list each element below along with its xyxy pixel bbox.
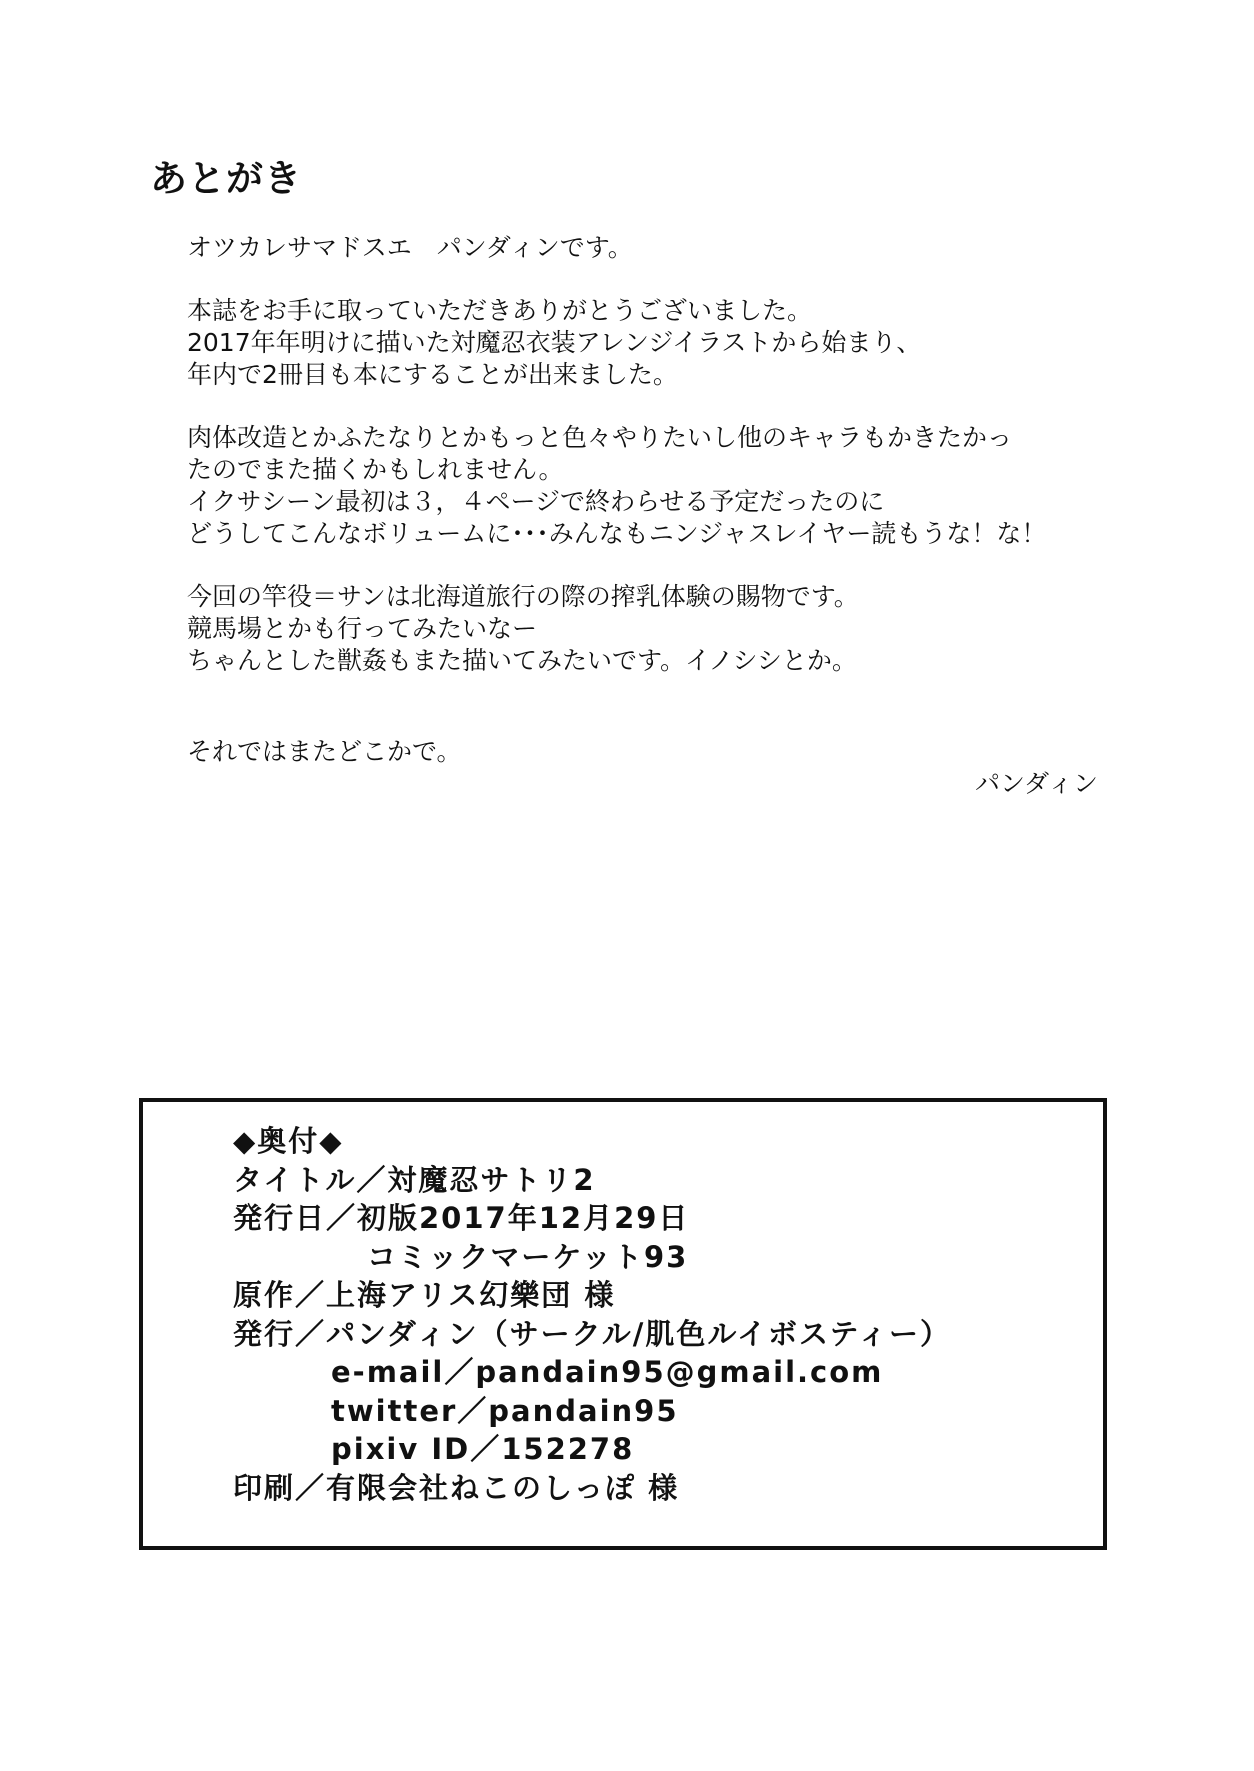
colophon-row: コミックマーケット93 [367,1239,689,1274]
afterword-line: イクサシーン最初は３，４ページで終わらせる予定だったのに [187,487,885,516]
afterword-body [187,232,1046,768]
afterword-line: ちゃんとした獣姦もまた描いてみたいです。イノシシとか。 [187,646,857,675]
afterword-line: 今回の竿役＝サンは北海道旅行の際の搾乳体験の賜物です。 [187,582,859,611]
afterword-line: 本誌をお手に取っていただきありがとうございました。 [187,296,813,325]
afterword-line: 肉体改造とかふたなりとかもっと色々やりたいし他のキャラもかきたかっ [187,423,1013,452]
colophon-title: ◆奥付◆ [233,1124,344,1158]
afterword-line: 年内で2冊目も本にすることが出来ました。 [187,360,678,389]
colophon-row: 発行日／初版2017年12月29日 [233,1201,690,1235]
afterword-line: どうしてこんなボリュームに･･･みんなもニンジャスレイヤー読もうな！な！ [187,519,1047,548]
afterword-heading: あとがき [150,157,302,200]
colophon-row: pixiv ID／152278 [331,1432,635,1466]
afterword-line: 競馬場とかも行ってみたいなー [187,614,538,643]
afterword-signature: パンダィン [975,769,1099,798]
colophon-row: タイトル／対魔忍サトリ2 [233,1162,596,1197]
colophon-row: e-mail／pandain95@gmail.com [331,1355,884,1389]
afterword-line: 2017年年明けに描いた対魔忍衣装アレンジイラストから始まり、 [187,328,922,357]
colophon-row: 印刷／有限会社ねこのしっぽ 様 [233,1470,680,1505]
colophon-row: twitter／pandain95 [331,1393,679,1428]
colophon-box [139,1098,1107,1550]
colophon-row: 原作／上海アリス幻樂団 様 [233,1278,616,1312]
colophon-row: 発行／パンダィン（サークル/肌色ルイボスティー） [233,1316,952,1351]
afterword-line: オツカレサマドスエ パンダィンです。 [187,233,633,262]
afterword-line: たのでまた描くかもしれません。 [187,455,564,484]
afterword-line: それではまたどこかで。 [187,737,462,766]
colophon [233,1122,951,1507]
